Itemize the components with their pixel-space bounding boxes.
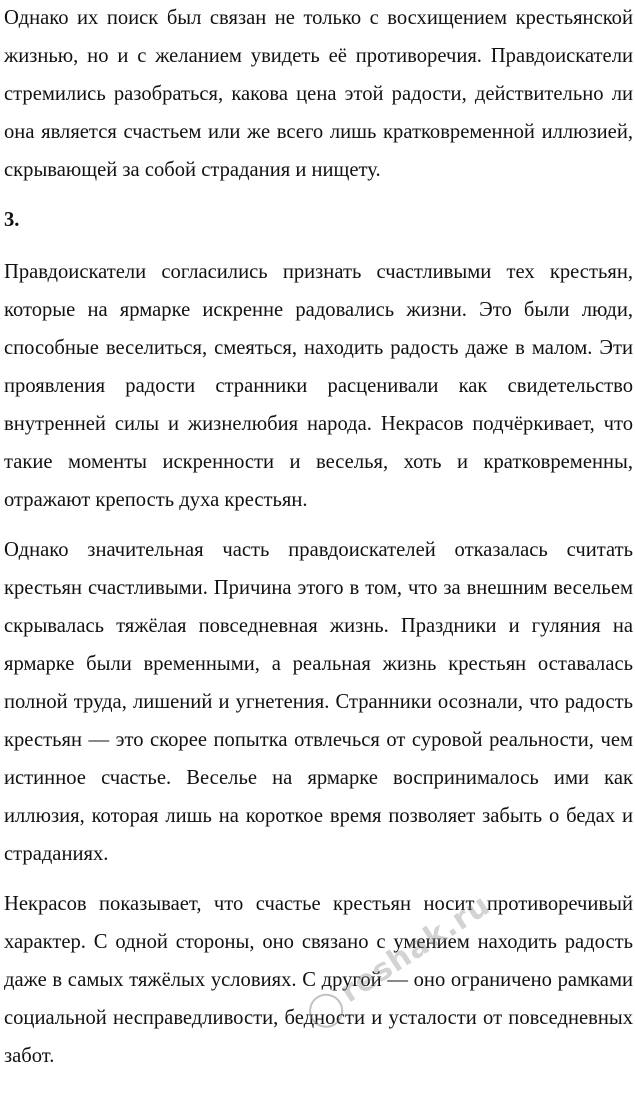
paragraph-3: Некрасов показывает, что счастье крестьян носит противоречивый характер. С одной стороны, оно связано с умением находить радость даже в самых тяжёлых условиях. С другой — оно ограничено рамками социальной несправедливости, бедности и усталости от повседневных забот. [4, 893, 633, 1067]
watermark-text: reshak.ru [333, 887, 497, 1010]
section-number: 3. [4, 209, 20, 231]
paragraph-1: Правдоискатели согласились признать счастливыми тех крестьян, которые на ярмарке искренне радовались жизни. Это были люди, способные веселиться, смеяться, находить радость даже в малом. Эти проявления радости странники расценивали как свидетельство внутренней силы и жизнелюбия народа. Некрасов подчёркивает, что такие моменты искренности и веселья, хоть и кратковременны, отражают крепость духа крестьян. [4, 261, 633, 511]
intro-paragraph: Однако их поиск был связан не только с восхищением крестьянской жизнью, но и с желанием увидеть её противоречия. Правдоискатели стремились разобраться, какова цена этой радости, действительно ли она является счастьем или же всего лишь кратковременной иллюзией, скрывающей за собой страдания и нищету. [4, 7, 633, 181]
paragraph-2: Однако значительная часть правдоискателей отказалась считать крестьян счастливыми. Причина этого в том, что за внешним весельем скрывалась тяжёлая повседневная жизнь. Праздники и гуляния на ярмарке были временными, а реальная жизнь крестьян оставалась полной труда, лишений и угнетения. Странники осознали, что радость крестьян — это скорее попытка отвлечься от суровой реальности, чем истинное счастье. Веселье на ярмарке воспринималось ими как иллюзия, которая лишь на короткое время позволяет забыть о бедах и страданиях. [4, 539, 633, 865]
